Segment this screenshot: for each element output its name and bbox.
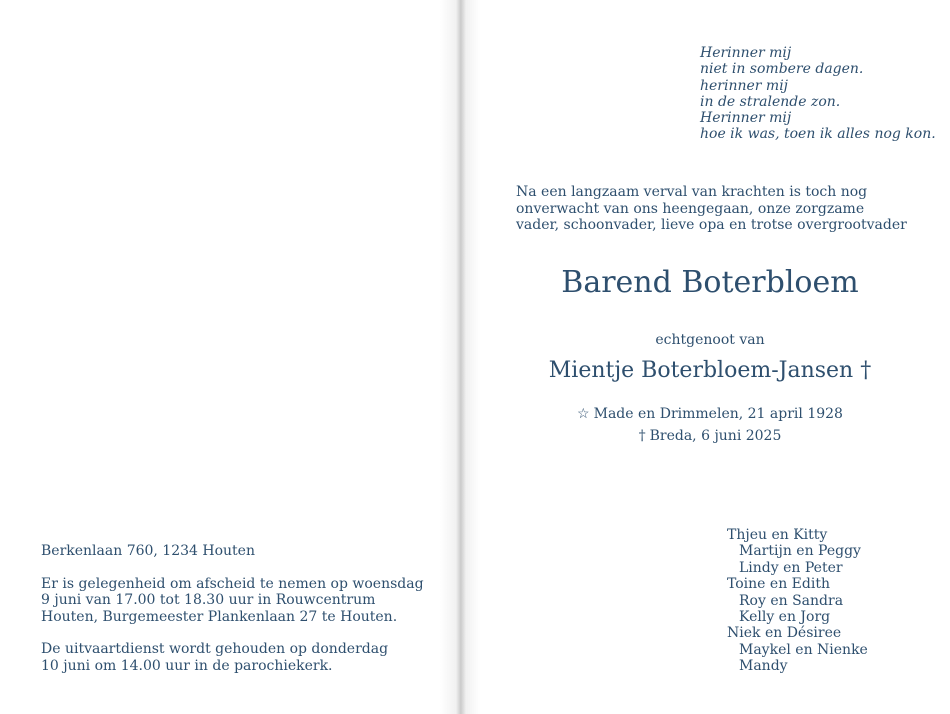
address: Berkenlaan 760, 1234 Houten [41,543,255,559]
birth-place-date: Made en Drimmelen, 21 april 1928 [593,406,843,422]
deceased-name: Barend Boterbloem [561,265,859,300]
poem-line: Herinner mij [700,110,792,127]
family-member: Mandy [739,658,788,675]
cross-icon: † [638,428,646,444]
viewing-info [41,576,424,625]
service-line: De uitvaartdienst wordt gehouden op donderdag [41,641,389,658]
intro-line: onverwacht van ons heengegaan, onze zorgzame [516,200,865,217]
practical-info [41,543,424,691]
poem-line: hoe ik was, toen ik alles nog kon. [700,126,936,143]
family-member: Toine en Edith [727,576,830,593]
spouse-label: echtgenoot van [655,332,765,348]
birth-line [516,405,904,423]
intro-line: Na een langzaam verval van krachten is toch nog [516,184,868,200]
intro-line: vader, schoonvader, lieve opa en trotse overgrootvader [516,217,907,233]
service-line: 10 juni om 14.00 uur in de parochiekerk. [41,657,333,674]
viewing-line: Er is gelegenheid om afscheid te nemen op woensdag [41,575,424,592]
card-fold-shadow [440,0,480,714]
intro-text [516,184,907,234]
spouse-name: Mientje Boterbloem-Jansen [548,358,854,383]
family-member: Thjeu en Kitty [727,527,828,543]
family-member: Martijn en Peggy [739,543,861,560]
star-icon: ☆ [577,406,590,422]
poem [700,45,936,143]
service-info [41,641,424,674]
family-member: Niek en Désiree [727,625,842,642]
family-member: Lindy en Peter [739,559,843,576]
poem-line: Herinner mij [700,45,792,61]
family-member: Roy en Sandra [739,592,844,609]
poem-line: niet in sombere dagen. [700,61,864,78]
family-list [727,527,868,675]
death-line [516,427,904,445]
viewing-line: 9 juni van 17.00 tot 18.30 uur in Rouwcentrum [41,592,376,609]
family-member: Maykel en Nienke [739,641,868,658]
poem-line: in de stralende zon. [700,93,841,110]
family-member: Kelly en Jorg [739,609,831,626]
viewing-line: Houten, Burgemeester Plankenlaan 27 te Houten. [41,608,398,625]
poem-line: herinner mij [700,77,789,94]
deceased-cross-mark: † [860,358,872,383]
death-place-date: Breda, 6 juni 2025 [649,428,782,444]
spouse-line [516,356,904,386]
